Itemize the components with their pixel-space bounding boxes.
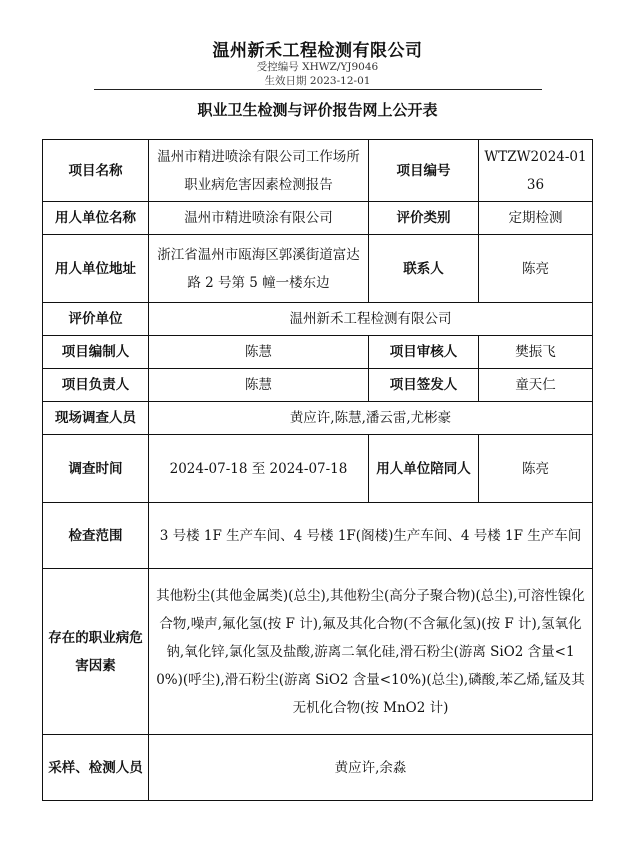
employer-label: 用人单位名称 <box>43 202 149 235</box>
reviewer-value: 樊振飞 <box>479 336 593 369</box>
compiler-value: 陈慧 <box>149 336 369 369</box>
issuer-label: 项目签发人 <box>369 369 479 402</box>
survey-time-value: 2024-07-18 至 2024-07-18 <box>149 435 369 503</box>
issuer-value: 童天仁 <box>479 369 593 402</box>
eval-unit-label: 评价单位 <box>43 303 149 336</box>
scope-label: 检查范围 <box>43 503 149 569</box>
project-no-label: 项目编号 <box>369 140 479 202</box>
address-label: 用人单位地址 <box>43 235 149 303</box>
compiler-label: 项目编制人 <box>43 336 149 369</box>
address-value: 浙江省温州市瓯海区郭溪街道富达路 2 号第 5 幢一楼东边 <box>149 235 369 303</box>
table-row <box>43 369 593 402</box>
table-row <box>43 402 593 435</box>
header-divider <box>94 89 542 90</box>
eval-type-value: 定期检测 <box>479 202 593 235</box>
table-row <box>43 569 593 735</box>
contact-label: 联系人 <box>369 235 479 303</box>
leader-value: 陈慧 <box>149 369 369 402</box>
accompany-value: 陈亮 <box>479 435 593 503</box>
table-row <box>43 235 593 303</box>
document-title: 职业卫生检测与评价报告网上公开表 <box>197 101 438 119</box>
factors-value: 其他粉尘(其他金属类)(总尘),其他粉尘(高分子聚合物)(总尘),可溶性镍化合物,噪声,氟化氢(按 F 计),氟及其化合物(不含氟化氢)(按 F 计),氢氧化钠,氧化锌,氯化氢及盐酸,游离二氧化硅,滑石粉尘(游离 SiO2 含量<10%)(呼尘),滑石粉尘(游离 SiO2 含量<10%)(总尘),磷酸,苯乙烯,锰及其无机化合物(按 MnO2 计) <box>149 569 593 735</box>
table-row <box>43 435 593 503</box>
employer-value: 温州市精进喷涂有限公司 <box>149 202 369 235</box>
samplers-label: 采样、检测人员 <box>43 735 149 801</box>
table-row <box>43 735 593 801</box>
samplers-value: 黄应许,余淼 <box>149 735 593 801</box>
contact-value: 陈亮 <box>479 235 593 303</box>
investigators-value: 黄应许,陈慧,潘云雷,尤彬豪 <box>149 402 593 435</box>
table-row <box>43 303 593 336</box>
eval-type-label: 评价类别 <box>369 202 479 235</box>
effective-date: 生效日期 2023-12-01 <box>264 75 371 87</box>
investigators-label: 现场调查人员 <box>43 402 149 435</box>
project-name-value: 温州市精进喷涂有限公司工作场所职业病危害因素检测报告 <box>149 140 369 202</box>
project-no-value: WTZW2024-0136 <box>479 140 593 202</box>
table-row <box>43 140 593 202</box>
reviewer-label: 项目审核人 <box>369 336 479 369</box>
scope-value: 3 号楼 1F 生产车间、4 号楼 1F(阁楼)生产车间、4 号楼 1F 生产车间 <box>149 503 593 569</box>
table-row <box>43 503 593 569</box>
survey-time-label: 调查时间 <box>43 435 149 503</box>
company-name: 温州新禾工程检测有限公司 <box>212 41 423 61</box>
table-row <box>43 336 593 369</box>
eval-unit-value: 温州新禾工程检测有限公司 <box>149 303 593 336</box>
leader-label: 项目负责人 <box>43 369 149 402</box>
table-row <box>43 202 593 235</box>
control-number: 受控编号 XHWZ/YJ9046 <box>256 61 379 73</box>
accompany-label: 用人单位陪同人 <box>369 435 479 503</box>
factors-label: 存在的职业病危害因素 <box>43 569 149 735</box>
report-table <box>42 139 593 801</box>
project-name-label: 项目名称 <box>43 140 149 202</box>
